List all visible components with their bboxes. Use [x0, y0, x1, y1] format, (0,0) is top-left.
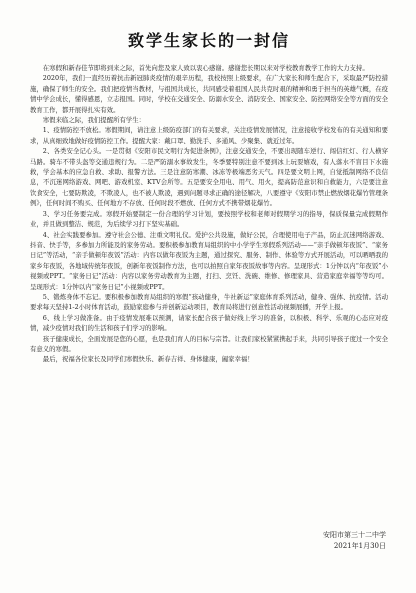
signature-block: [323, 530, 386, 552]
paragraph-item-6-online-learning: 6、线上学习做准备。由于疫情发展难以预测，请家长配合孩子做好线上学习的准备，以积极、科学、乐观的心态应对疫情，减少疫情对我们的生活和孩子们学习的影响。: [30, 313, 388, 333]
paragraph-2020-review: 2020年，我们一直经历着抗击新冠肺炎疫情的艰辛历程，我校按照上级要求，在广大家长和师生配合下，采取最严防控措施，确保了师生的安全。我们把疫情当教材，与祖国共成长，共同感受着祖国人民共克时艰的精神和勇于担当的英雄气概，在疫情中学会成长，懂得感恩，立志报国。同时，学校在交通安全、防溺水安全、消防安全、国家安全、防控网络安全等方面的安全教育工作，都开展得扎实有效。: [30, 74, 388, 114]
paragraph-reminder-heading: 寒假来临之际，我们提醒所有学生：: [42, 116, 146, 125]
signature-date: 2021年1月30日: [333, 542, 386, 550]
paragraph-item-1-epidemic: 1、疫情防控不放松。寒假期间，请注意上级防疫部门的有关要求，关注疫情发展情况，注意接收学校发布的有关通知和要求，从真细致地做好疫情防控工作。提醒大家：戴口罩、勤洗手、多通风、少聚集、就近过年。: [30, 126, 388, 145]
paragraph-item-2-safety: 2、各类安全记心头。一是贯彻《安阳市民文明行为促进条例》，注意交通安全，不要出现随车逆行、闯信红灯、行人横穿马路。骑车不带头盔等交通违规行为。二是严防溺水事故发生，冬季要特别注意不要到冰上玩耍嬉戏，有人落水不盲目下水施救，学会基本的应急自救、求助、报警方法。三是注意防寒潮、冰冻等极端恶劣天气。四是要文明上网，自觉抵制网络不良信息，不沉迷网络游戏、网吧、游戏机室、KTV会所等。五是要安全用电、用气、用火，提高防范意识和自救能力，六是要注意饮食安全，七要防欺凌，不欺凌人，也不被人欺凌，遇到问题寻求正确的途径解决，八要遵守《安阳市禁止燃放烟花爆竹管理条例》，任何时间不购买、任何地方不存放、任何时段不燃放、任何方式不携带烟花爆竹。: [30, 147, 388, 208]
paragraph-item-4-practice: 4、社会实践要参加。遵守社会公德、注重文明礼仪。爱护公共设施，做好公民，合理使用电子产品，防止沉迷网络游戏、抖音、快手等，多参加力所能及的家务劳动。要积极参加教育局组织的中小学学生寒假系列活动——“亲手做顿年夜饭”、“家务日记”等活动，“亲手做顿年夜饭”活动：内容以做年夜饭为主题，通过探究、服务、制作、体验等方式开展活动，可以晒晒我的家乡年夜饭，各地域传统年夜饭，创新年夜饭制作方法，也可以拍照自家年夜饭故事等内容。呈现形式：1分钟以内“年夜饭”小视频或PPT。“家务日记”活动：内容以家务劳动教育为主题，打扫、烹饪、洗碗、维修、修理家具、营造家庭幸福等等均可。呈现形式：1分钟以内“家务日记”小视频或PPT。: [30, 230, 388, 291]
paragraph-wishes: 最后，祝福各位家长及同学们寒假快乐、新春吉祥、身体健康，阖家幸福！: [42, 355, 254, 364]
paragraph-intro: 在寒假和新春佳节即将到来之际，首先向您及家人致以衷心感谢。感谢您长期以来对学校教育教学工作的大力支持。: [42, 64, 369, 72]
paragraph-item-5-exercise: 5、锻炼身体不忘记。要积极参加教育局组织的寒假“孩动健身，牛社新运”家庭体育系列活动，健身、强体、抗疫情。活动要求每天坚持1-2小时体育活动，鼓励家庭参与并创新运动项目，教育局将进行创意性活动视频展播，开学上报。: [30, 292, 388, 312]
letter-body: [30, 63, 388, 365]
letter-title: 致学生家长的一封信: [127, 31, 290, 50]
paragraph-closing: 孩子健康成长，全面发展是您的心愿，也是我们育人的目标与宗旨。让我们家校紧紧携起手来，共同引导孩子度过一个安全有意义的寒假。: [30, 334, 388, 353]
signature-org: 安阳市第三十二中学: [323, 531, 386, 539]
paragraph-item-3-study: 3、学习任务要完成。寒假开始要制定一份合理的学习计划，要按照学校和老师对假期学习的指导，保质保量完成假期作业，并且做到整洁、规范，为后续学习打下坚实基础。: [30, 209, 388, 229]
